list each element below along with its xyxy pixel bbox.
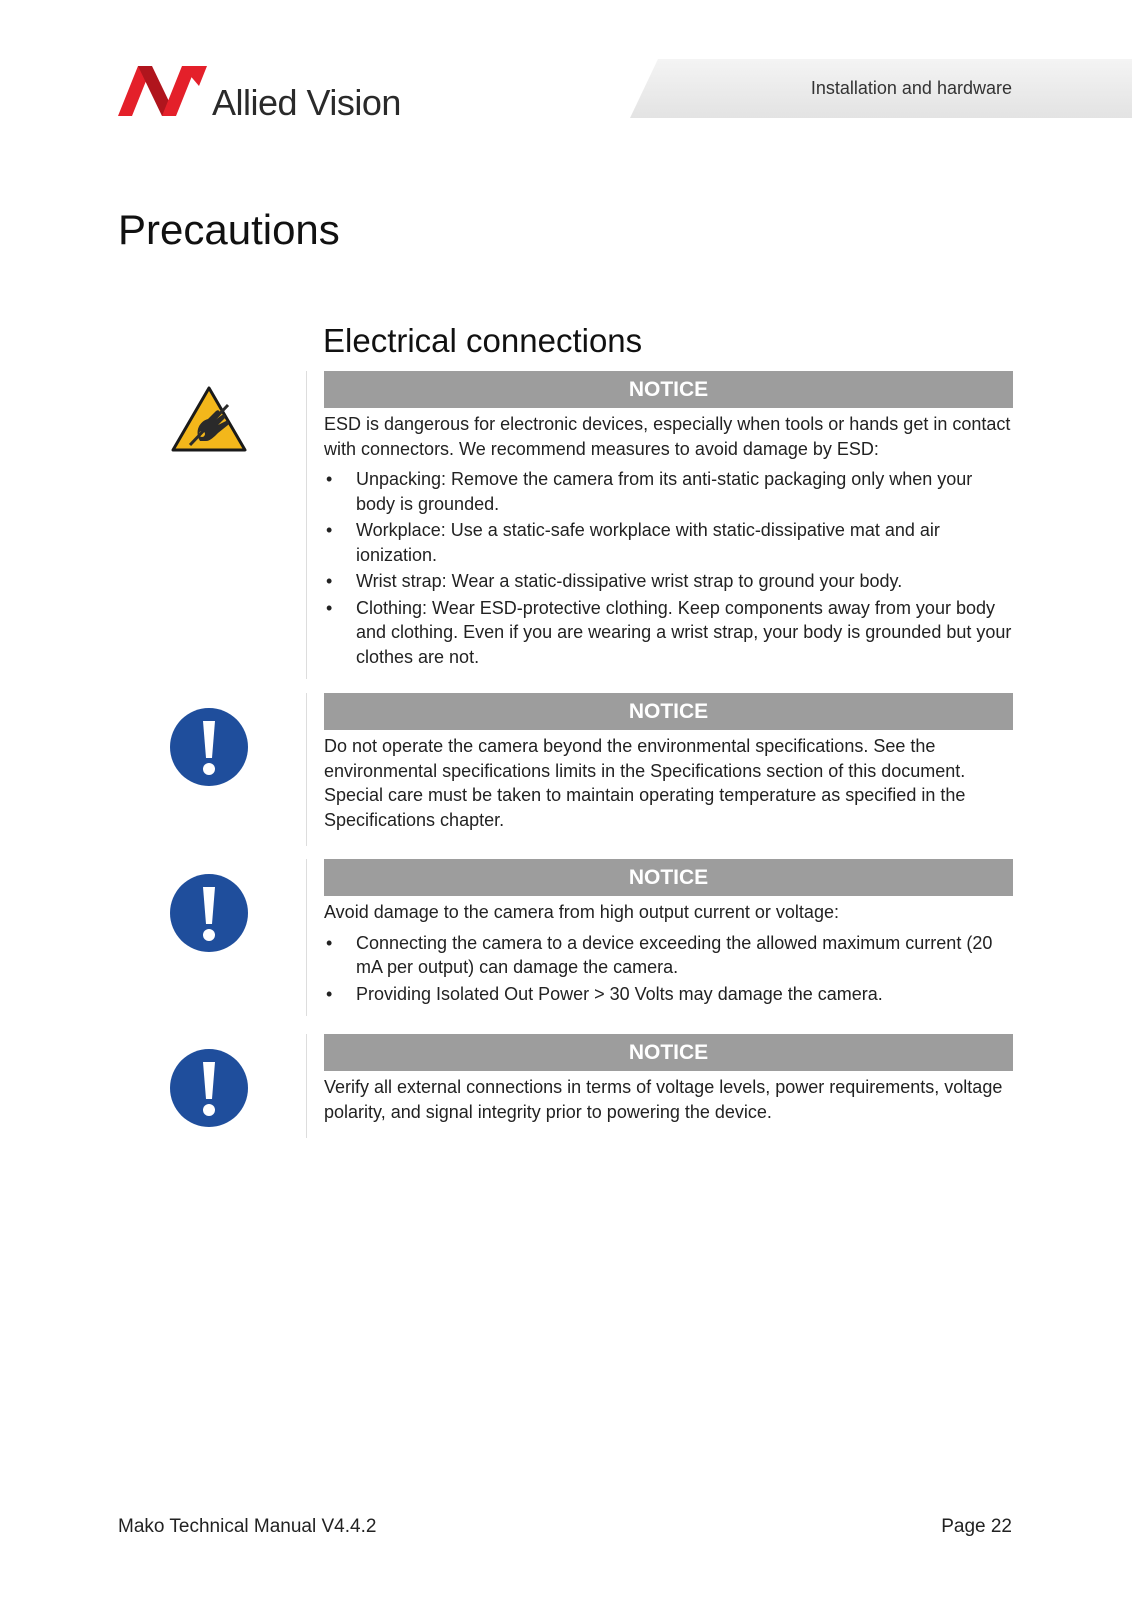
list-item: • Clothing: Wear ESD-protective clothing. Keep components away from your body and clothing. Even if you are wearing a wrist strap, your body is grounded but your clothes are not. (324, 596, 1013, 670)
exclamation-icon (169, 873, 249, 953)
header-section-label: Installation and hardware (810, 78, 1012, 98)
notice-body: Verify all external connections in terms of voltage levels, power requirements, voltage polarity, and signal integrity prior to powering the device. (324, 1077, 1003, 1122)
notice-output-current (306, 859, 1013, 1016)
list-item: • Unpacking: Remove the camera from its anti-static packaging only when your body is grounded. (324, 467, 1013, 516)
page-title: Precautions (118, 206, 340, 253)
notice-esd (306, 371, 1013, 679)
footer-document-title: Mako Technical Manual V4.4.2 (118, 1516, 377, 1537)
notice-heading: NOTICE (324, 1034, 1013, 1071)
brand-logo (118, 60, 418, 123)
notice-body: ESD is dangerous for electronic devices, especially when tools or hands get in contact with connectors. We recommend measures to avoid damage by ESD: (324, 414, 1011, 459)
esd-warning-icon (170, 385, 248, 453)
notice-heading: NOTICE (324, 693, 1013, 730)
list-item: • Wrist strap: Wear a static-dissipative wrist strap to ground your body. (324, 569, 1013, 594)
list-item: • Connecting the camera to a device exceeding the allowed maximum current (20 mA per output) can damage the camera. (324, 931, 1013, 980)
notice-environment (306, 693, 1013, 846)
list-item: • Workplace: Use a static-safe workplace with static-dissipative mat and air ionization. (324, 518, 1013, 567)
footer-page-number: Page 22 (941, 1516, 1012, 1537)
exclamation-icon (169, 1048, 249, 1128)
section-title: Electrical connections (323, 322, 643, 359)
brand-name: Allied Vision (212, 82, 401, 123)
notice-heading: NOTICE (324, 859, 1013, 896)
exclamation-icon (169, 707, 249, 787)
notice-bullet-list (324, 467, 1013, 669)
allied-vision-logo-mark (118, 62, 208, 118)
notice-heading: NOTICE (324, 371, 1013, 408)
notice-body: Avoid damage to the camera from high output current or voltage: (324, 902, 839, 922)
notice-body: Do not operate the camera beyond the environmental specifications. See the environmental specifications limits in the Specifications section of this document. Special care must be taken to maintain operating temperature as specified in the Specifications chapter. (324, 736, 966, 830)
notice-external-connections (306, 1034, 1013, 1138)
notice-bullet-list (324, 931, 1013, 1007)
list-item: • Providing Isolated Out Power > 30 Volts may damage the camera. (324, 982, 1013, 1007)
